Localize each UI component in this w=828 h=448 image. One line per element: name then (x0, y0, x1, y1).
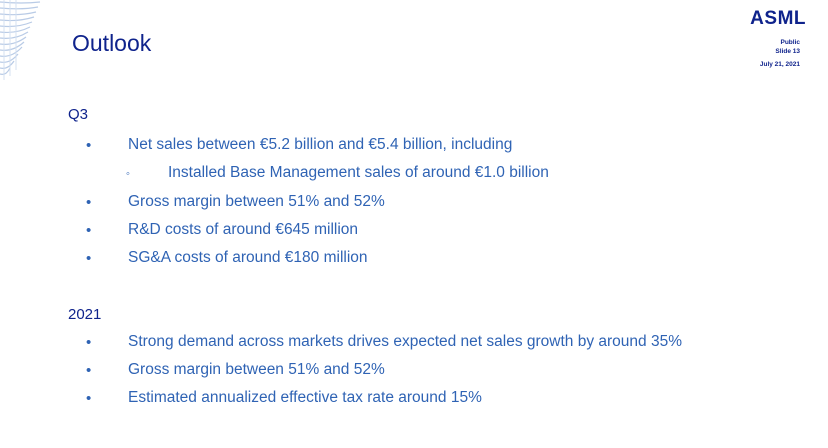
asml-logo: ASML (750, 8, 806, 29)
bullet-icon: • (86, 137, 92, 154)
list-item: Gross margin between 51% and 52% (128, 361, 385, 378)
slide-number: Slide 13 (775, 48, 800, 55)
decorative-lines (0, 0, 60, 90)
section-heading-2021: 2021 (68, 306, 102, 323)
bullet-icon: • (86, 194, 92, 211)
section-heading-q3: Q3 (68, 106, 89, 123)
list-item: R&D costs of around €645 million (128, 221, 359, 238)
bullet-icon: • (86, 390, 92, 407)
list-item: Strong demand across markets drives expected net sales growth by around 35% (128, 333, 682, 350)
list-item: Net sales between €5.2 billion and €5.4 billion, including (128, 136, 513, 153)
slide-date: July 21, 2021 (759, 61, 800, 68)
list-item: SG&A costs of around €180 million (128, 249, 368, 266)
bullet-icon: • (86, 334, 92, 351)
list-item: Estimated annualized effective tax rate around 15% (128, 389, 482, 406)
slide-meta (760, 38, 800, 69)
classification-label: Public (780, 39, 800, 46)
bullet-icon: • (86, 362, 92, 379)
bullet-icon: • (86, 250, 92, 267)
sub-bullet-icon: ◦ (126, 168, 130, 180)
sub-list-item: Installed Base Management sales of around €1.0 billion (168, 164, 549, 181)
list-item: Gross margin between 51% and 52% (128, 193, 385, 210)
bullet-icon: • (86, 222, 92, 239)
slide-title: Outlook (72, 30, 152, 56)
